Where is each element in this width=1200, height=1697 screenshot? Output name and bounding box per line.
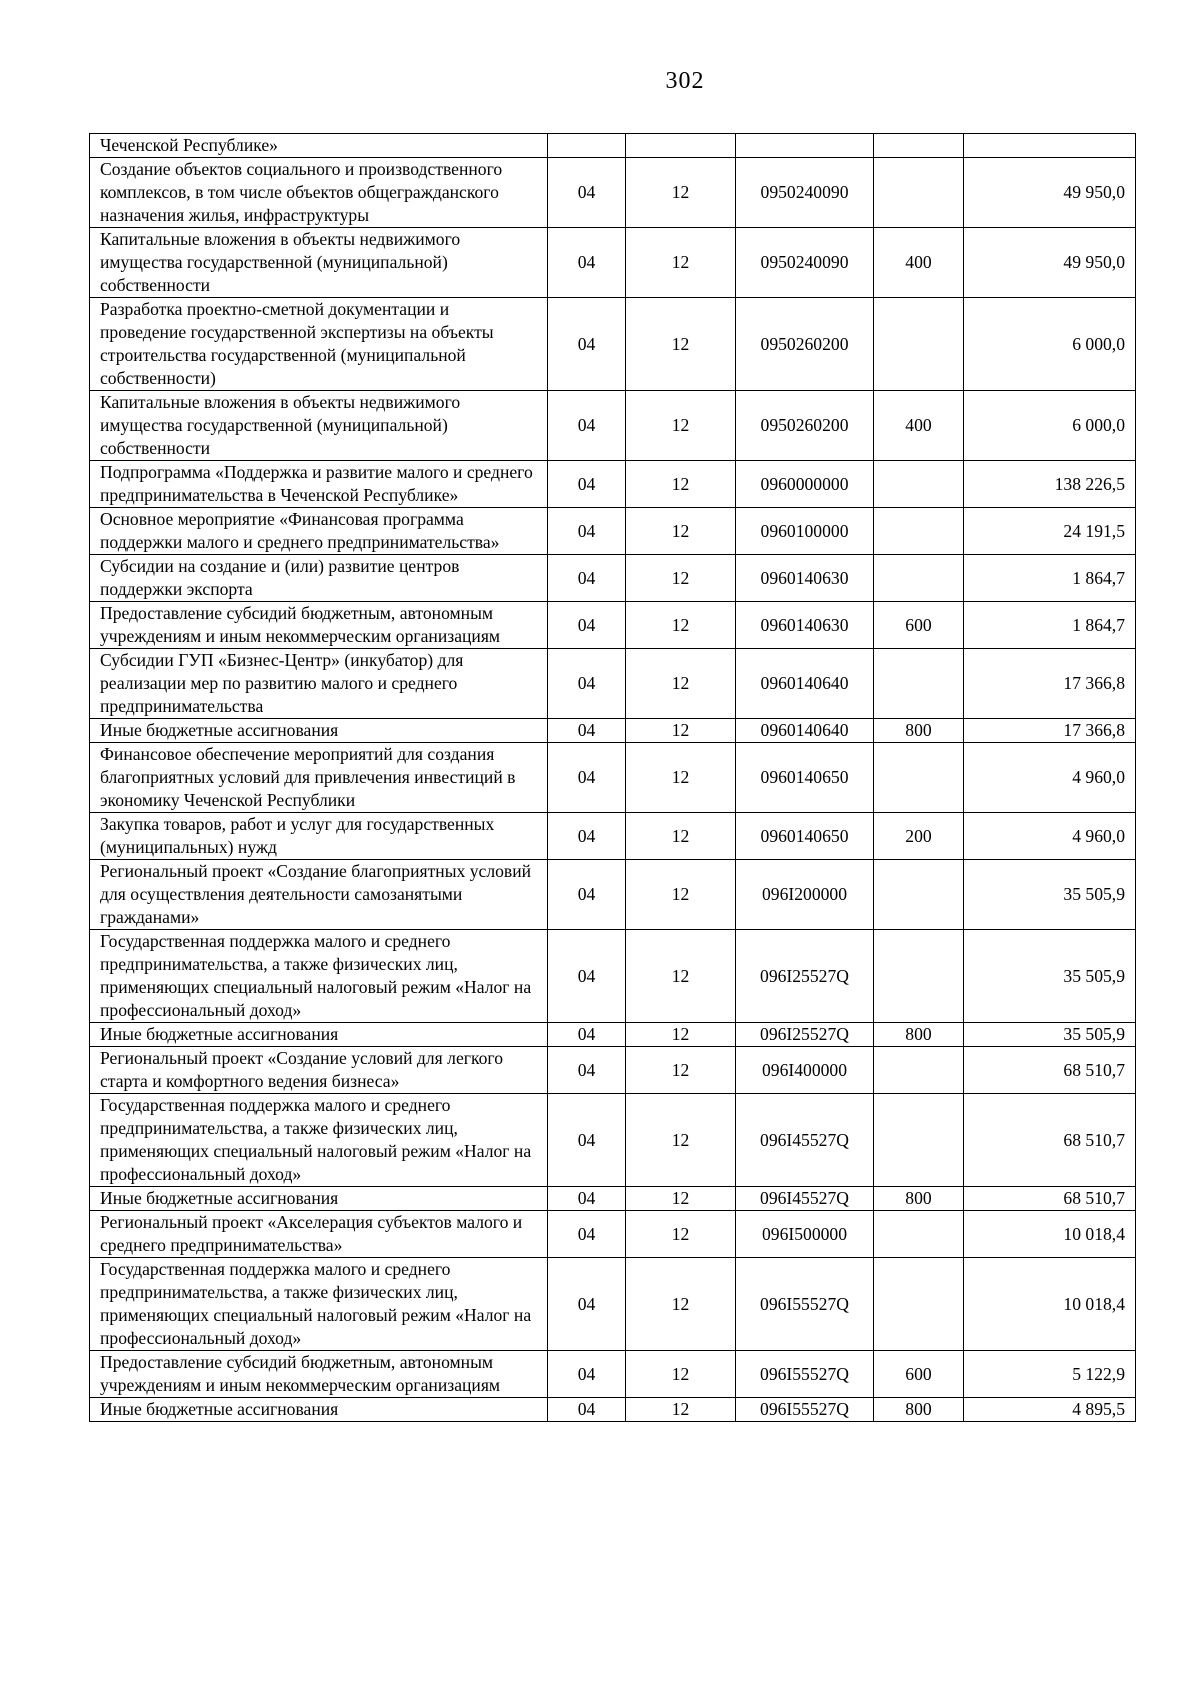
section-code-cell: 04 (548, 391, 626, 461)
expense-name-cell: Основное мероприятие «Финансовая программа поддержки малого и среднего предпринимательства» (90, 508, 548, 555)
amount-cell: 10 018,4 (964, 1211, 1136, 1258)
amount-cell: 35 505,9 (964, 930, 1136, 1023)
expense-type-cell: 600 (874, 602, 964, 649)
amount-cell: 4 960,0 (964, 813, 1136, 860)
amount-cell: 6 000,0 (964, 298, 1136, 391)
target-article-cell: 0960140650 (736, 813, 874, 860)
subsection-code-cell: 12 (626, 1351, 736, 1398)
amount-cell: 49 950,0 (964, 228, 1136, 298)
amount-cell: 68 510,7 (964, 1187, 1136, 1211)
target-article-cell: 096I400000 (736, 1047, 874, 1094)
section-code-cell: 04 (548, 813, 626, 860)
subsection-code-cell: 12 (626, 555, 736, 602)
expense-type-cell: 400 (874, 228, 964, 298)
table-row (90, 508, 1136, 555)
expense-type-cell: 800 (874, 1023, 964, 1047)
amount-cell (964, 134, 1136, 158)
subsection-code-cell (626, 134, 736, 158)
section-code-cell: 04 (548, 1023, 626, 1047)
table-row (90, 1187, 1136, 1211)
subsection-code-cell: 12 (626, 1047, 736, 1094)
subsection-code-cell: 12 (626, 743, 736, 813)
target-article-cell: 0950260200 (736, 298, 874, 391)
section-code-cell: 04 (548, 461, 626, 508)
amount-cell: 10 018,4 (964, 1258, 1136, 1351)
target-article-cell: 096I55527Q (736, 1351, 874, 1398)
target-article-cell: 096I45527Q (736, 1094, 874, 1187)
expense-name-cell: Чеченской Республике» (90, 134, 548, 158)
section-code-cell: 04 (548, 1258, 626, 1351)
table-row (90, 391, 1136, 461)
expense-type-cell (874, 555, 964, 602)
target-article-cell: 096I25527Q (736, 1023, 874, 1047)
subsection-code-cell: 12 (626, 602, 736, 649)
expense-type-cell: 400 (874, 391, 964, 461)
table-row (90, 158, 1136, 228)
amount-cell: 17 366,8 (964, 649, 1136, 719)
amount-cell: 68 510,7 (964, 1094, 1136, 1187)
expense-name-cell: Государственная поддержка малого и среднего предпринимательства, а также физических лиц, применяющих специальный налоговый режим «Налог на профессиональный доход» (90, 1258, 548, 1351)
amount-cell: 4 895,5 (964, 1398, 1136, 1422)
section-code-cell: 04 (548, 1351, 626, 1398)
target-article-cell: 0960140640 (736, 649, 874, 719)
amount-cell: 17 366,8 (964, 719, 1136, 743)
amount-cell: 35 505,9 (964, 1023, 1136, 1047)
table-row (90, 461, 1136, 508)
target-article-cell: 096I55527Q (736, 1398, 874, 1422)
amount-cell: 24 191,5 (964, 508, 1136, 555)
target-article-cell: 0950240090 (736, 158, 874, 228)
table-row (90, 555, 1136, 602)
section-code-cell: 04 (548, 298, 626, 391)
expense-type-cell: 800 (874, 1398, 964, 1422)
subsection-code-cell: 12 (626, 1258, 736, 1351)
table-row (90, 228, 1136, 298)
subsection-code-cell: 12 (626, 391, 736, 461)
table-row (90, 1211, 1136, 1258)
expense-name-cell: Иные бюджетные ассигнования (90, 719, 548, 743)
expense-name-cell: Разработка проектно-сметной документации и проведение государственной экспертизы на объекты строительства государственной (муниципальной собственности) (90, 298, 548, 391)
expense-name-cell: Финансовое обеспечение мероприятий для создания благоприятных условий для привлечения инвестиций в экономику Чеченской Республики (90, 743, 548, 813)
target-article-cell: 0960000000 (736, 461, 874, 508)
section-code-cell: 04 (548, 602, 626, 649)
table-row (90, 1258, 1136, 1351)
table-row (90, 1023, 1136, 1047)
section-code-cell: 04 (548, 743, 626, 813)
table-row (90, 1047, 1136, 1094)
table-row (90, 602, 1136, 649)
amount-cell: 49 950,0 (964, 158, 1136, 228)
expense-type-cell: 200 (874, 813, 964, 860)
expense-type-cell (874, 1211, 964, 1258)
expense-type-cell: 800 (874, 719, 964, 743)
section-code-cell: 04 (548, 1187, 626, 1211)
amount-cell: 35 505,9 (964, 860, 1136, 930)
expense-name-cell: Субсидии ГУП «Бизнес-Центр» (инкубатор) для реализации мер по развитию малого и среднего предпринимательства (90, 649, 548, 719)
expense-name-cell: Предоставление субсидий бюджетным, автономным учреждениям и иным некоммерческим организациям (90, 602, 548, 649)
table-row (90, 860, 1136, 930)
table-body (90, 134, 1136, 1422)
expense-name-cell: Региональный проект «Акселерация субъектов малого и среднего предпринимательства» (90, 1211, 548, 1258)
target-article-cell (736, 134, 874, 158)
expense-name-cell: Государственная поддержка малого и среднего предпринимательства, а также физических лиц, применяющих специальный налоговый режим «Налог на профессиональный доход» (90, 1094, 548, 1187)
amount-cell: 1 864,7 (964, 602, 1136, 649)
section-code-cell: 04 (548, 555, 626, 602)
table-row (90, 930, 1136, 1023)
expense-name-cell: Иные бюджетные ассигнования (90, 1398, 548, 1422)
table-row (90, 743, 1136, 813)
subsection-code-cell: 12 (626, 1398, 736, 1422)
expense-type-cell (874, 508, 964, 555)
expense-type-cell (874, 743, 964, 813)
subsection-code-cell: 12 (626, 719, 736, 743)
expense-type-cell (874, 1258, 964, 1351)
subsection-code-cell: 12 (626, 1187, 736, 1211)
subsection-code-cell: 12 (626, 813, 736, 860)
amount-cell: 68 510,7 (964, 1047, 1136, 1094)
subsection-code-cell: 12 (626, 930, 736, 1023)
subsection-code-cell: 12 (626, 1211, 736, 1258)
target-article-cell: 0960140630 (736, 555, 874, 602)
expense-name-cell: Подпрограмма «Поддержка и развитие малого и среднего предпринимательства в Чеченской Республике» (90, 461, 548, 508)
expense-type-cell (874, 298, 964, 391)
section-code-cell: 04 (548, 719, 626, 743)
expense-type-cell (874, 1047, 964, 1094)
subsection-code-cell: 12 (626, 461, 736, 508)
expense-name-cell: Создание объектов социального и производственного комплексов, в том числе объектов общегражданского назначения жилья, инфраструктуры (90, 158, 548, 228)
table-row (90, 813, 1136, 860)
target-article-cell: 0960140640 (736, 719, 874, 743)
target-article-cell: 096I500000 (736, 1211, 874, 1258)
expense-name-cell: Предоставление субсидий бюджетным, автономным учреждениям и иным некоммерческим организациям (90, 1351, 548, 1398)
target-article-cell: 096I55527Q (736, 1258, 874, 1351)
section-code-cell: 04 (548, 1211, 626, 1258)
target-article-cell: 0950240090 (736, 228, 874, 298)
amount-cell: 1 864,7 (964, 555, 1136, 602)
subsection-code-cell: 12 (626, 860, 736, 930)
table-row (90, 649, 1136, 719)
expense-type-cell (874, 1094, 964, 1187)
section-code-cell: 04 (548, 1398, 626, 1422)
target-article-cell: 096I25527Q (736, 930, 874, 1023)
table-row (90, 298, 1136, 391)
budget-table (89, 133, 1136, 1422)
expense-name-cell: Иные бюджетные ассигнования (90, 1023, 548, 1047)
target-article-cell: 096I45527Q (736, 1187, 874, 1211)
table-row (90, 719, 1136, 743)
section-code-cell: 04 (548, 1094, 626, 1187)
target-article-cell: 096I200000 (736, 860, 874, 930)
amount-cell: 138 226,5 (964, 461, 1136, 508)
expense-type-cell (874, 134, 964, 158)
section-code-cell: 04 (548, 649, 626, 719)
expense-name-cell: Капитальные вложения в объекты недвижимого имущества государственной (муниципальной) собственности (90, 228, 548, 298)
table-row (90, 1094, 1136, 1187)
expense-type-cell: 800 (874, 1187, 964, 1211)
page-number: 302 (665, 68, 705, 94)
expense-name-cell: Капитальные вложения в объекты недвижимого имущества государственной (муниципальной) собственности (90, 391, 548, 461)
target-article-cell: 0960100000 (736, 508, 874, 555)
section-code-cell: 04 (548, 158, 626, 228)
table-row (90, 134, 1136, 158)
expense-name-cell: Иные бюджетные ассигнования (90, 1187, 548, 1211)
amount-cell: 6 000,0 (964, 391, 1136, 461)
expense-name-cell: Государственная поддержка малого и среднего предпринимательства, а также физических лиц, применяющих специальный налоговый режим «Налог на профессиональный доход» (90, 930, 548, 1023)
subsection-code-cell: 12 (626, 158, 736, 228)
subsection-code-cell: 12 (626, 508, 736, 555)
expense-type-cell (874, 649, 964, 719)
expense-type-cell (874, 158, 964, 228)
expense-name-cell: Региональный проект «Создание благоприятных условий для осуществления деятельности самозанятыми гражданами» (90, 860, 548, 930)
subsection-code-cell: 12 (626, 228, 736, 298)
subsection-code-cell: 12 (626, 649, 736, 719)
section-code-cell: 04 (548, 860, 626, 930)
section-code-cell (548, 134, 626, 158)
amount-cell: 4 960,0 (964, 743, 1136, 813)
section-code-cell: 04 (548, 930, 626, 1023)
expense-type-cell (874, 461, 964, 508)
target-article-cell: 0950260200 (736, 391, 874, 461)
target-article-cell: 0960140630 (736, 602, 874, 649)
section-code-cell: 04 (548, 228, 626, 298)
expense-type-cell (874, 860, 964, 930)
expense-name-cell: Региональный проект «Создание условий для легкого старта и комфортного ведения бизнеса» (90, 1047, 548, 1094)
target-article-cell: 0960140650 (736, 743, 874, 813)
expense-name-cell: Закупка товаров, работ и услуг для государственных (муниципальных) нужд (90, 813, 548, 860)
amount-cell: 5 122,9 (964, 1351, 1136, 1398)
table-row (90, 1398, 1136, 1422)
section-code-cell: 04 (548, 1047, 626, 1094)
subsection-code-cell: 12 (626, 298, 736, 391)
expense-type-cell: 600 (874, 1351, 964, 1398)
expense-type-cell (874, 930, 964, 1023)
section-code-cell: 04 (548, 508, 626, 555)
subsection-code-cell: 12 (626, 1023, 736, 1047)
subsection-code-cell: 12 (626, 1094, 736, 1187)
table-row (90, 1351, 1136, 1398)
expense-name-cell: Субсидии на создание и (или) развитие центров поддержки экспорта (90, 555, 548, 602)
